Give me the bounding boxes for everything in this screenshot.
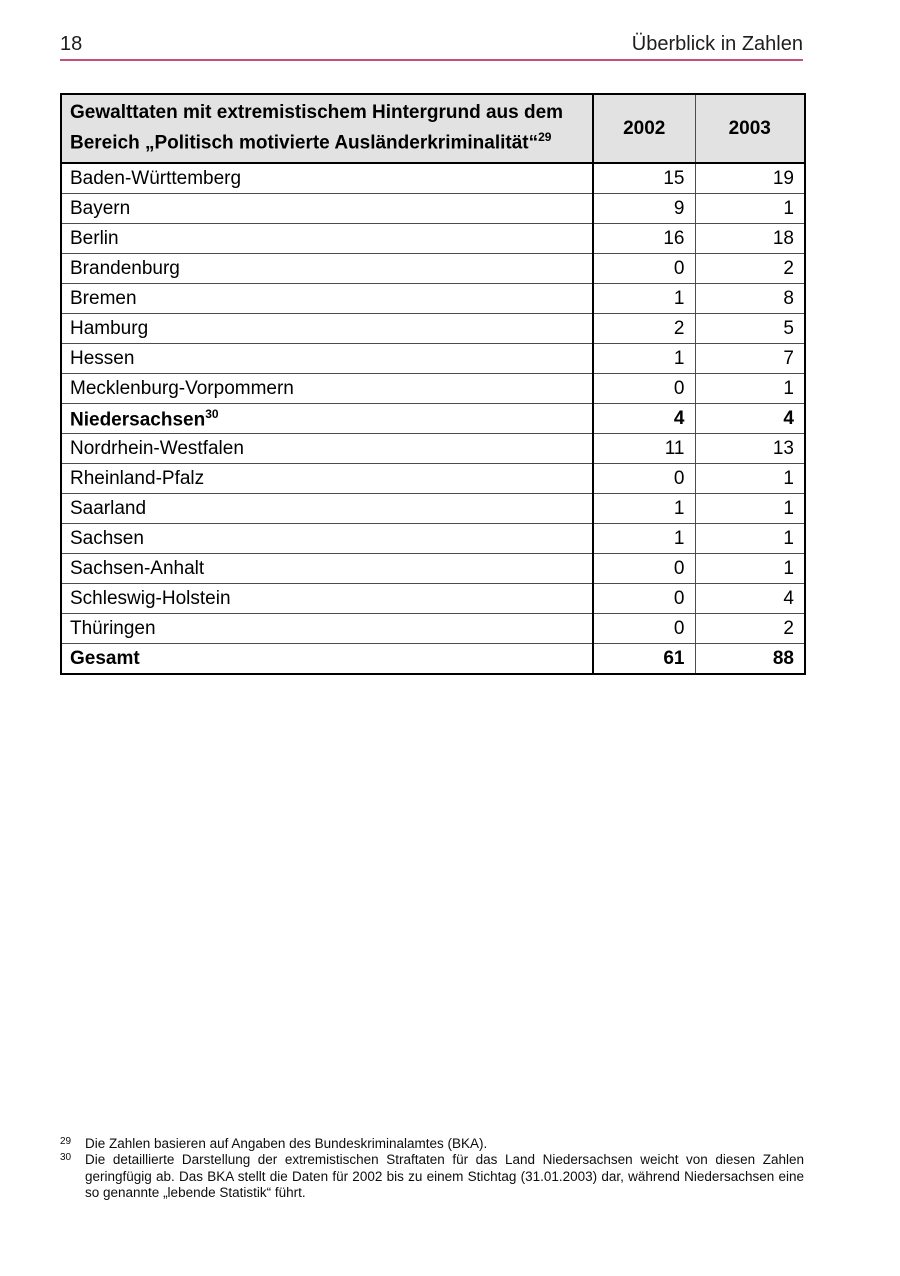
value-2002: 1: [593, 344, 695, 374]
table-row: [61, 194, 805, 224]
state-name: Nordrhein-Westfalen: [61, 434, 593, 464]
table-row: [61, 434, 805, 464]
table-row: [61, 464, 805, 494]
table-row: [61, 584, 805, 614]
total-2003: 88: [695, 644, 805, 675]
state-name: Rheinland-Pfalz: [61, 464, 593, 494]
table-row: [61, 494, 805, 524]
value-2002: 4: [593, 404, 695, 434]
table-row: [61, 614, 805, 644]
value-2003: 18: [695, 224, 805, 254]
state-name: Mecklenburg-Vorpommern: [61, 374, 593, 404]
value-2002: 1: [593, 284, 695, 314]
state-name: Berlin: [61, 224, 593, 254]
page-header: [60, 33, 803, 56]
footnote-text: Die detaillierte Darstellung der extremistischen Straftaten für das Land Niedersachsen weicht von diesen Zahlen geringfügig ab. Das BKA stellt die Daten für 2002 bis zu einem Stichtag (31.01.2003) dar, während Niedersachsen eine so genannte „lebende Statistik“ führt.: [85, 1152, 804, 1201]
value-2002: 0: [593, 554, 695, 584]
value-2003: 1: [695, 554, 805, 584]
value-2003: 1: [695, 494, 805, 524]
value-2003: 5: [695, 314, 805, 344]
value-2003: 13: [695, 434, 805, 464]
value-2002: 0: [593, 374, 695, 404]
value-2003: 1: [695, 464, 805, 494]
value-2003: 1: [695, 194, 805, 224]
table-row: [61, 254, 805, 284]
value-2002: 15: [593, 163, 695, 194]
footnote-marker: 30: [60, 1152, 72, 1164]
state-name: Brandenburg: [61, 254, 593, 284]
state-name: Bremen: [61, 284, 593, 314]
table-row-niedersachsen: [61, 404, 805, 434]
value-2003: 8: [695, 284, 805, 314]
value-2003: 19: [695, 163, 805, 194]
table-header-row: [61, 94, 805, 163]
table-title-cell: [61, 94, 593, 163]
value-2002: 0: [593, 584, 695, 614]
state-name: Baden-Württemberg: [61, 163, 593, 194]
footnotes-section: [60, 1136, 804, 1202]
footnote-text: Die Zahlen basieren auf Angaben des Bundeskriminalamtes (BKA).: [85, 1136, 488, 1151]
value-2002: 9: [593, 194, 695, 224]
table-body: [61, 163, 805, 674]
table-row: [61, 374, 805, 404]
state-name: Niedersachsen$^{30}$: [61, 404, 593, 434]
value-2002: 16: [593, 224, 695, 254]
total-2002: 61: [593, 644, 695, 675]
table-row: [61, 284, 805, 314]
value-2002: 0: [593, 464, 695, 494]
table-row-total: [61, 644, 805, 675]
state-name: Saarland: [61, 494, 593, 524]
table-row: [61, 554, 805, 584]
footnote-29: [60, 1136, 804, 1152]
header-rule: [60, 59, 803, 61]
value-2003: 2: [695, 254, 805, 284]
table-row: [61, 524, 805, 554]
total-label: Gesamt: [61, 644, 593, 675]
value-2003: 1: [695, 374, 805, 404]
footnote-marker: 29: [60, 1136, 72, 1147]
state-name: Sachsen: [61, 524, 593, 554]
value-2003: 4: [695, 584, 805, 614]
violence-statistics-table: [60, 93, 806, 675]
value-2002: 1: [593, 494, 695, 524]
table-row: [61, 344, 805, 374]
value-2002: 1: [593, 524, 695, 554]
column-header-2003: 2003: [695, 94, 805, 163]
state-name: Sachsen-Anhalt: [61, 554, 593, 584]
value-2003: 1: [695, 524, 805, 554]
table-title: Gewalttaten mit extremistischem Hintergrund aus dem Bereich „Politisch motivierte Ausländerkriminalität“: [70, 102, 564, 154]
state-name: Hamburg: [61, 314, 593, 344]
table-row: [61, 224, 805, 254]
state-name: Bayern: [61, 194, 593, 224]
footnote-ref-30: 30: [205, 406, 219, 421]
running-head-title: Überblick in Zahlen: [631, 33, 803, 55]
footnote-ref-29: 29: [538, 130, 552, 144]
table-row: [61, 163, 805, 194]
state-name: Thüringen: [61, 614, 593, 644]
value-2002: 0: [593, 614, 695, 644]
value-2002: 11: [593, 434, 695, 464]
state-name: Schleswig-Holstein: [61, 584, 593, 614]
value-2003: 4: [695, 404, 805, 434]
value-2003: 2: [695, 614, 805, 644]
column-header-2002: 2002: [593, 94, 695, 163]
table-row: [61, 314, 805, 344]
value-2002: 0: [593, 254, 695, 284]
footnote-30: [60, 1152, 804, 1201]
value-2003: 7: [695, 344, 805, 374]
value-2002: 2: [593, 314, 695, 344]
state-name: Hessen: [61, 344, 593, 374]
table-head: [61, 94, 805, 163]
page-number: 18: [60, 33, 83, 55]
